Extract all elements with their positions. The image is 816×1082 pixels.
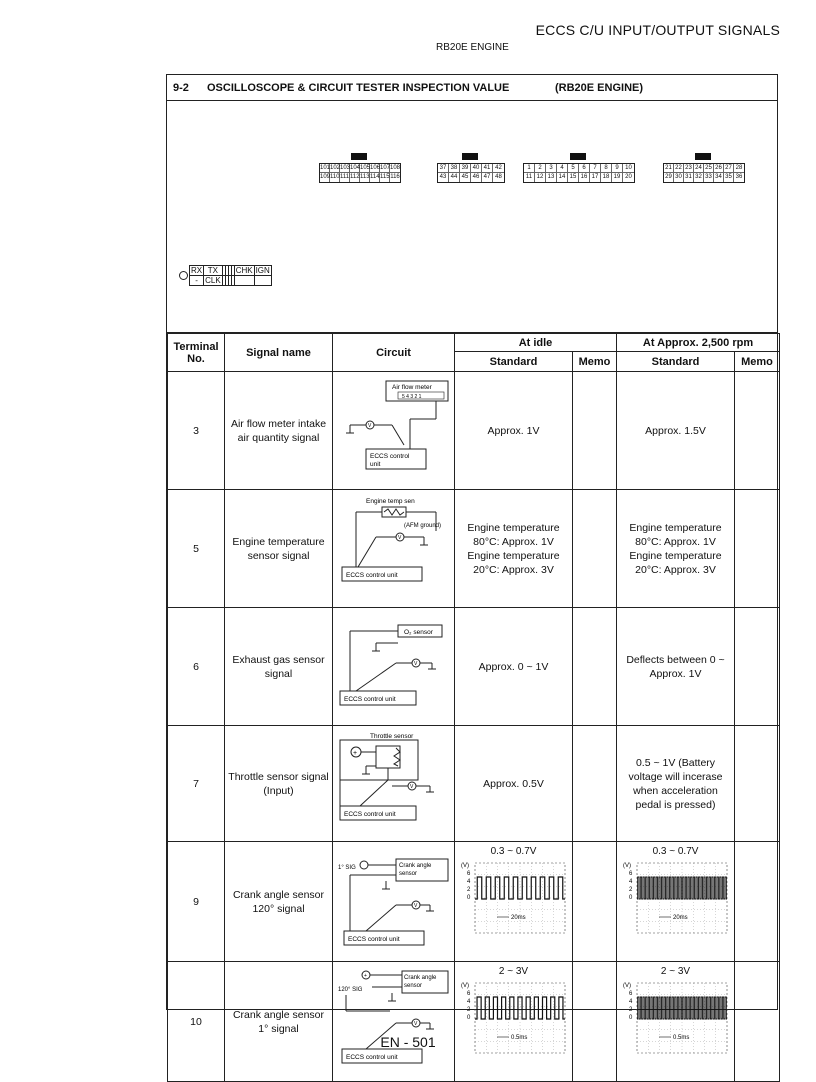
- diag-pin: RX: [191, 266, 203, 275]
- connector-pin: 47: [482, 173, 493, 182]
- connector-pin: 115: [380, 174, 390, 180]
- connector-pin: 19: [612, 173, 623, 182]
- connector-tab-icon: [462, 153, 478, 160]
- circuit-label-2: (AFM ground): [403, 523, 441, 529]
- circuit-diagram: [336, 493, 452, 601]
- connector-pin: 21: [664, 164, 674, 173]
- scope-tick: 6: [628, 991, 632, 997]
- connector-pin: 32: [694, 173, 704, 182]
- diag-pin: CHK: [235, 266, 253, 275]
- connector-pin: 6: [579, 164, 590, 173]
- ecu-connector: [663, 163, 745, 183]
- connector-pin: 14: [557, 173, 568, 182]
- section-title: OSCILLOSCOPE & CIRCUIT TESTER INSPECTION VALUE: [207, 82, 510, 94]
- scope-tick: 0: [628, 1015, 632, 1021]
- idle-standard: Approx. 1V: [455, 372, 573, 490]
- rpm-memo: [735, 962, 780, 1082]
- connector-pin: 45: [460, 173, 471, 182]
- connector-pin: 5: [568, 164, 579, 173]
- connector-pin: 28: [735, 165, 743, 171]
- rpm-memo: [735, 490, 780, 608]
- svg-text:V: V: [409, 784, 413, 790]
- scope-axis-unit: (V): [622, 863, 631, 869]
- connector-pin: 38: [449, 164, 460, 173]
- scope-tick: 0: [628, 895, 632, 901]
- connector-pin: 104: [350, 165, 361, 171]
- idle-standard: Approx. 0 ~ 1V: [455, 608, 573, 726]
- connector-tab-icon: [570, 153, 586, 160]
- connector-pin: 27: [724, 164, 734, 173]
- rpm-standard: Deflects between 0 ~ Approx. 1V: [617, 608, 735, 726]
- connector-pin: 23: [684, 164, 694, 173]
- page-header-subtitle: RB20E ENGINE: [436, 42, 509, 53]
- idle-standard: Approx. 0.5V: [455, 726, 573, 842]
- svg-text:V: V: [413, 903, 417, 909]
- col-at-idle: At idle: [455, 334, 617, 352]
- rpm-memo: [735, 726, 780, 842]
- diag-pin: [254, 276, 271, 286]
- svg-text:+: +: [352, 750, 357, 757]
- connector-pin: 20: [625, 174, 632, 180]
- scope-tick: 2: [466, 1007, 470, 1013]
- idle-standard: [455, 842, 573, 962]
- signal-name: Air flow meter intake air quantity signal: [225, 372, 333, 490]
- col-signal-name: Signal name: [225, 334, 333, 372]
- idle-value: 2 ~ 3V: [498, 966, 529, 977]
- circuit-unit: ECCS control unit: [347, 936, 400, 943]
- connector-pin: 9: [612, 164, 623, 173]
- rpm-standard: Approx. 1.5V: [617, 372, 735, 490]
- connector-pin: 43: [438, 173, 449, 182]
- svg-text:sensor: sensor: [398, 871, 417, 877]
- rpm-standard: 0.5 ~ 1V (Battery voltage will incerase when acceleration pedal is pressed): [617, 726, 735, 842]
- terminal-no: 10: [168, 962, 225, 1082]
- connector-pin: 40: [471, 164, 482, 173]
- svg-text:ECCS control: ECCS control: [369, 453, 409, 460]
- circuit-unit: ECCS control unit: [343, 811, 396, 818]
- connector-pin: 35: [724, 173, 734, 182]
- connector-pin: 42: [493, 164, 504, 173]
- scope-tick: 0: [466, 895, 470, 901]
- diag-pin: -: [190, 276, 204, 286]
- connector-pin: 31: [684, 173, 694, 182]
- col-rpm-standard: Standard: [617, 352, 735, 372]
- connector-pin: 17: [590, 173, 601, 182]
- connector-pin: 16: [579, 173, 590, 182]
- connector-pin: 8: [601, 164, 612, 173]
- connector-pin: 36: [735, 174, 743, 180]
- connector-pin: 107: [380, 165, 391, 171]
- connector-pin: 18: [601, 173, 612, 182]
- rpm-standard: [617, 962, 735, 1082]
- connector-pin: 2: [535, 164, 546, 173]
- table-row: [168, 962, 780, 1082]
- circuit-unit: ECCS control unit: [345, 1054, 398, 1061]
- connector-pin: 102: [330, 165, 341, 171]
- circuit-diagram: [336, 845, 452, 955]
- col-rpm-memo: Memo: [735, 352, 780, 372]
- scope-tick: 2: [628, 887, 632, 893]
- idle-standard: Engine temperature 80°C: Approx. 1V Engine temperature 20°C: Approx. 3V: [455, 490, 573, 608]
- rpm-standard: [617, 842, 735, 962]
- idle-memo: [573, 842, 617, 962]
- circuit-label: 120° SIG: [337, 987, 362, 993]
- circuit-diagram: [336, 611, 452, 719]
- terminal-no: 7: [168, 726, 225, 842]
- circuit-label: Throttle sensor: [369, 733, 413, 740]
- scope-time-label: 0.5ms: [672, 1035, 689, 1041]
- table-row: [168, 608, 780, 726]
- idle-value: 0.3 ~ 0.7V: [490, 846, 537, 857]
- svg-text:V: V: [367, 423, 371, 429]
- signal-name: Crank angle sensor 120° signal: [225, 842, 333, 962]
- terminal-no: 5: [168, 490, 225, 608]
- connector-pin: 37: [438, 164, 449, 173]
- svg-text:Crank angle: Crank angle: [403, 975, 436, 981]
- connector-pin: 30: [674, 173, 684, 182]
- connector-pin: 34: [714, 173, 724, 182]
- diag-pin: [234, 276, 254, 286]
- table-row: [168, 842, 780, 962]
- rpm-value: 0.3 ~ 0.7V: [652, 846, 699, 857]
- signal-name: Engine temperature sensor signal: [225, 490, 333, 608]
- connector-pin: 22: [674, 164, 684, 173]
- terminal-no: 3: [168, 372, 225, 490]
- scope-tick: 4: [628, 879, 632, 885]
- idle-memo: [573, 608, 617, 726]
- connector-pin: 1: [524, 164, 535, 173]
- idle-memo: [573, 490, 617, 608]
- connector-tab-icon: [351, 153, 367, 160]
- rpm-memo: [735, 608, 780, 726]
- connector-pin: 106: [370, 165, 381, 171]
- connector-pin: 48: [495, 174, 502, 180]
- table-row: [168, 372, 780, 490]
- connector-pin: 10: [623, 164, 634, 173]
- idle-memo: [573, 962, 617, 1082]
- scope-tick: 2: [466, 887, 470, 893]
- scope-tick: 4: [466, 879, 470, 885]
- connector-pin: 3: [546, 164, 557, 173]
- diag-pin: CLK: [205, 276, 221, 285]
- oscilloscope-waveform: [459, 977, 569, 1069]
- connector-pin: 24: [694, 164, 704, 173]
- signal-name: Throttle sensor signal (Input): [225, 726, 333, 842]
- circuit-cell: [333, 490, 455, 608]
- oscilloscope-waveform: [621, 857, 731, 949]
- circuit-cell: [333, 962, 455, 1082]
- ecu-connector: [437, 163, 505, 183]
- connector-pin: 108: [390, 165, 401, 171]
- page-number: EN - 501: [380, 1034, 436, 1050]
- connector-pin: 101: [320, 165, 331, 171]
- signal-name: Crank angle sensor 1° signal: [225, 962, 333, 1082]
- circuit-label: Engine temp sen: [365, 498, 415, 505]
- circuit-unit: ECCS control unit: [345, 572, 398, 579]
- inspection-table: [167, 333, 780, 1082]
- section-title-bar: [167, 75, 777, 101]
- connector-pin: 116: [390, 174, 400, 180]
- svg-text:V: V: [397, 535, 401, 541]
- scope-tick: 2: [628, 1007, 632, 1013]
- idle-memo: [573, 372, 617, 490]
- col-circuit: Circuit: [333, 334, 455, 372]
- connector-pin: 44: [449, 173, 460, 182]
- svg-text:Crank angle: Crank angle: [398, 863, 431, 869]
- diag-pin: TX: [204, 266, 223, 276]
- table-row: [168, 726, 780, 842]
- scope-tick: 0: [466, 1015, 470, 1021]
- svg-text:sensor: sensor: [403, 983, 422, 989]
- connector-pin: 33: [704, 173, 714, 182]
- diag-pin: IGN: [255, 266, 270, 275]
- rpm-memo: [735, 372, 780, 490]
- rpm-memo: [735, 842, 780, 962]
- connector-pin: 13: [546, 173, 557, 182]
- connector-pin: 41: [482, 164, 493, 173]
- connector-pin: 39: [460, 164, 471, 173]
- svg-text:V: V: [413, 1021, 417, 1027]
- connector-pin: 29: [664, 173, 674, 182]
- circuit-unit: ECCS control unit: [343, 696, 396, 703]
- scope-tick: 4: [466, 999, 470, 1005]
- circuit-diagram: [336, 375, 452, 483]
- connector-pin: 103: [340, 165, 351, 171]
- circuit-cell: [333, 372, 455, 490]
- terminal-no: 6: [168, 608, 225, 726]
- svg-text:unit: unit: [369, 461, 380, 468]
- section-engine: (RB20E ENGINE): [555, 82, 644, 94]
- scope-time-label: 20ms: [672, 915, 688, 921]
- idle-memo: [573, 726, 617, 842]
- connector-diagram: [167, 101, 777, 333]
- oscilloscope-waveform: [621, 977, 731, 1069]
- scope-tick: 4: [628, 999, 632, 1005]
- circuit-cell: [333, 608, 455, 726]
- connector-pin: 25: [704, 164, 714, 173]
- svg-text:V: V: [413, 661, 417, 667]
- ecu-connector: [523, 163, 635, 183]
- connector-pin: 114: [370, 174, 380, 180]
- section-number: 9-2: [173, 82, 189, 94]
- table-row: [168, 490, 780, 608]
- circuit-label: O₂ sensor: [403, 629, 433, 636]
- connector-pin: 111: [340, 174, 350, 180]
- circuit-cell: [333, 842, 455, 962]
- connector-marker-icon: [179, 271, 188, 280]
- connector-tab-icon: [695, 153, 711, 160]
- scope-axis-unit: (V): [460, 983, 469, 989]
- ecu-connector: [319, 163, 401, 183]
- scope-tick: 6: [466, 991, 470, 997]
- signal-name: Exhaust gas sensor signal: [225, 608, 333, 726]
- connector-pin: 26: [714, 164, 724, 173]
- circuit-label: 1° SIG: [337, 865, 356, 871]
- circuit-diagram: [336, 728, 452, 836]
- scope-time-label: 20ms: [510, 915, 526, 921]
- rpm-value: 2 ~ 3V: [660, 966, 691, 977]
- circuit-pins: 5 4 3 2 1: [401, 394, 421, 400]
- scope-axis-unit: (V): [460, 863, 469, 869]
- circuit-diagram: [336, 965, 452, 1075]
- scope-tick: 6: [466, 871, 470, 877]
- scope-axis-unit: (V): [622, 983, 631, 989]
- terminal-no: 9: [168, 842, 225, 962]
- col-idle-standard: Standard: [455, 352, 573, 372]
- connector-pin: 105: [360, 165, 371, 171]
- connector-pin: 11: [524, 173, 535, 182]
- circuit-label: Air flow meter: [391, 384, 432, 391]
- connector-pin: 15: [568, 173, 579, 182]
- col-idle-memo: Memo: [573, 352, 617, 372]
- scope-tick: 6: [628, 871, 632, 877]
- connector-pin: 46: [471, 173, 482, 182]
- page-header-title: ECCS C/U INPUT/OUTPUT SIGNALS: [535, 22, 780, 38]
- circuit-cell: [333, 726, 455, 842]
- connector-pin: 12: [535, 173, 546, 182]
- connector-pin: 113: [360, 174, 370, 180]
- connector-pin: 7: [590, 164, 601, 173]
- connector-pin: 4: [557, 164, 568, 173]
- connector-pin: 110: [330, 174, 340, 180]
- connector-pin: 109: [320, 174, 331, 180]
- oscilloscope-waveform: [459, 857, 569, 949]
- scope-time-label: 0.5ms: [510, 1035, 527, 1041]
- col-at-rpm: At Approx. 2,500 rpm: [617, 334, 780, 352]
- connector-pin: 112: [350, 174, 360, 180]
- svg-text:+: +: [363, 973, 367, 979]
- idle-standard: [455, 962, 573, 1082]
- rpm-standard: Engine temperature 80°C: Approx. 1V Engine temperature 20°C: Approx. 3V: [617, 490, 735, 608]
- col-terminal: Terminal No.: [168, 334, 225, 372]
